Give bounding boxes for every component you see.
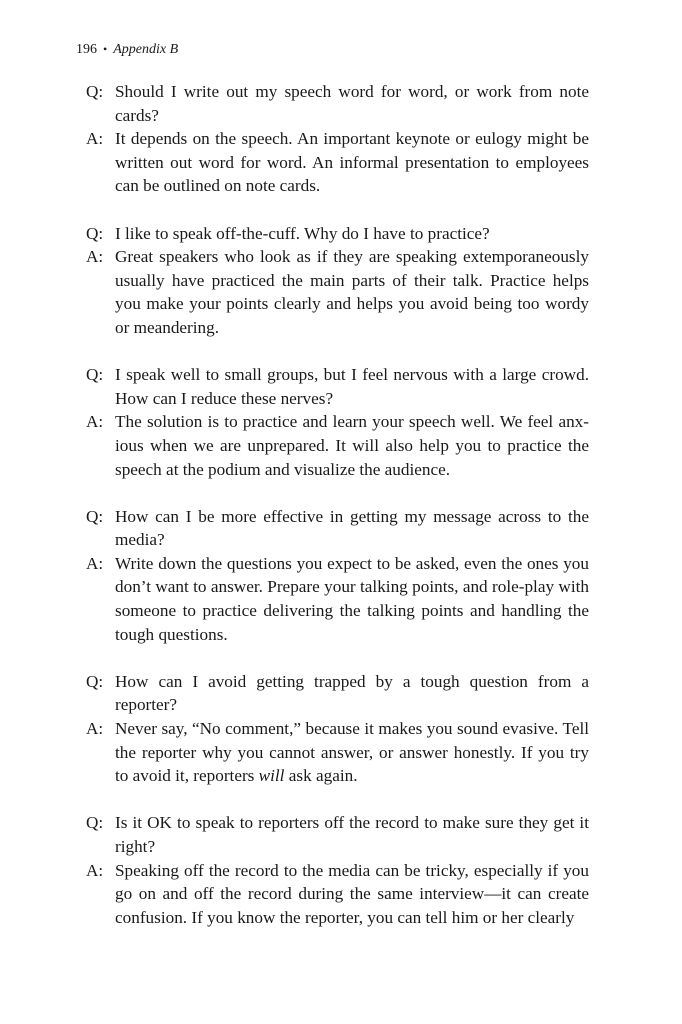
answer-3 xyxy=(86,410,589,481)
qa-list xyxy=(86,80,589,953)
question-2 xyxy=(86,222,589,246)
question-1 xyxy=(86,80,589,127)
question-4 xyxy=(86,505,589,552)
answer-6 xyxy=(86,859,589,930)
page-number: 196 xyxy=(76,42,97,57)
qa-block-1 xyxy=(86,80,589,198)
question-6 xyxy=(86,811,589,858)
question-text: I like to speak off-the-cuff. Why do I have to practice? xyxy=(115,223,490,243)
answer-marker: A: xyxy=(86,719,104,739)
answer-text: Great speakers who look as if they are speaking extemporaneously usually have practiced the main parts of their talk. Practice helps you make your points clearly and helps you avoid being too wordy or meandering. xyxy=(115,247,589,337)
question-marker: Q: xyxy=(86,365,104,385)
question-text: How can I avoid getting trapped by a tough question from a reporter? xyxy=(115,671,589,715)
answer-text: It depends on the speech. An important keynote or eulogy might be written out word for word. An informal presentation to employees can be outlined on note cards. xyxy=(115,129,589,196)
question-text: How can I be more effective in getting my message across to the media? xyxy=(115,506,589,550)
qa-block-4 xyxy=(86,505,589,647)
answer-2 xyxy=(86,245,589,339)
question-text: Is it OK to speak to reporters off the record to make sure they get it right? xyxy=(115,813,589,856)
answer-marker: A: xyxy=(86,553,104,573)
answer-text-after: ask again. xyxy=(284,766,358,786)
answer-4 xyxy=(86,552,589,646)
qa-block-2 xyxy=(86,222,589,340)
question-text: Should I write out my speech word for word, or work from note cards? xyxy=(115,82,589,125)
answer-marker: A: xyxy=(86,860,104,880)
section-title: Appendix B xyxy=(113,42,179,57)
question-marker: Q: xyxy=(86,506,104,526)
answer-marker: A: xyxy=(86,412,104,432)
answer-text xyxy=(115,719,589,785)
answer-1 xyxy=(86,127,589,198)
question-3 xyxy=(86,363,589,410)
qa-block-5 xyxy=(86,670,589,788)
answer-marker: A: xyxy=(86,129,104,149)
question-5 xyxy=(86,670,589,717)
answer-text: Speaking off the record to the media can be tricky, especially if you go on and off the record during the same interview—it can create confusion. If you know the reporter, you can tell him or her clearly xyxy=(115,860,589,927)
answer-marker: A: xyxy=(86,247,104,267)
answer-text-before: Never say, “No comment,” because it makes you sound evasive. Tell the reporter why you cannot answer, or answer honestly. If you try to avoid it, reporters xyxy=(115,719,589,786)
question-marker: Q: xyxy=(86,82,104,101)
answer-5 xyxy=(86,717,589,788)
answer-text: The solution is to practice and learn your speech well. We feel anxious when we are unprepared. It will also help you to practice the speech at the podium and visualize the audience. xyxy=(115,412,589,479)
qa-block-3 xyxy=(86,363,589,481)
question-marker: Q: xyxy=(86,813,104,833)
running-head xyxy=(76,40,178,59)
answer-text: Write down the questions you expect to be asked, even the ones you don’t want to answer. Prepare your talking points, and role-play with someone to practice delivering the talking points and handling the tough questions. xyxy=(115,553,589,644)
header-separator: • xyxy=(103,42,108,56)
qa-block-6 xyxy=(86,811,589,929)
question-marker: Q: xyxy=(86,223,104,243)
question-text: I speak well to small groups, but I feel nervous with a large crowd. How can I reduce these nerves? xyxy=(115,365,589,408)
question-marker: Q: xyxy=(86,671,104,691)
answer-emphasis: will xyxy=(258,766,285,786)
